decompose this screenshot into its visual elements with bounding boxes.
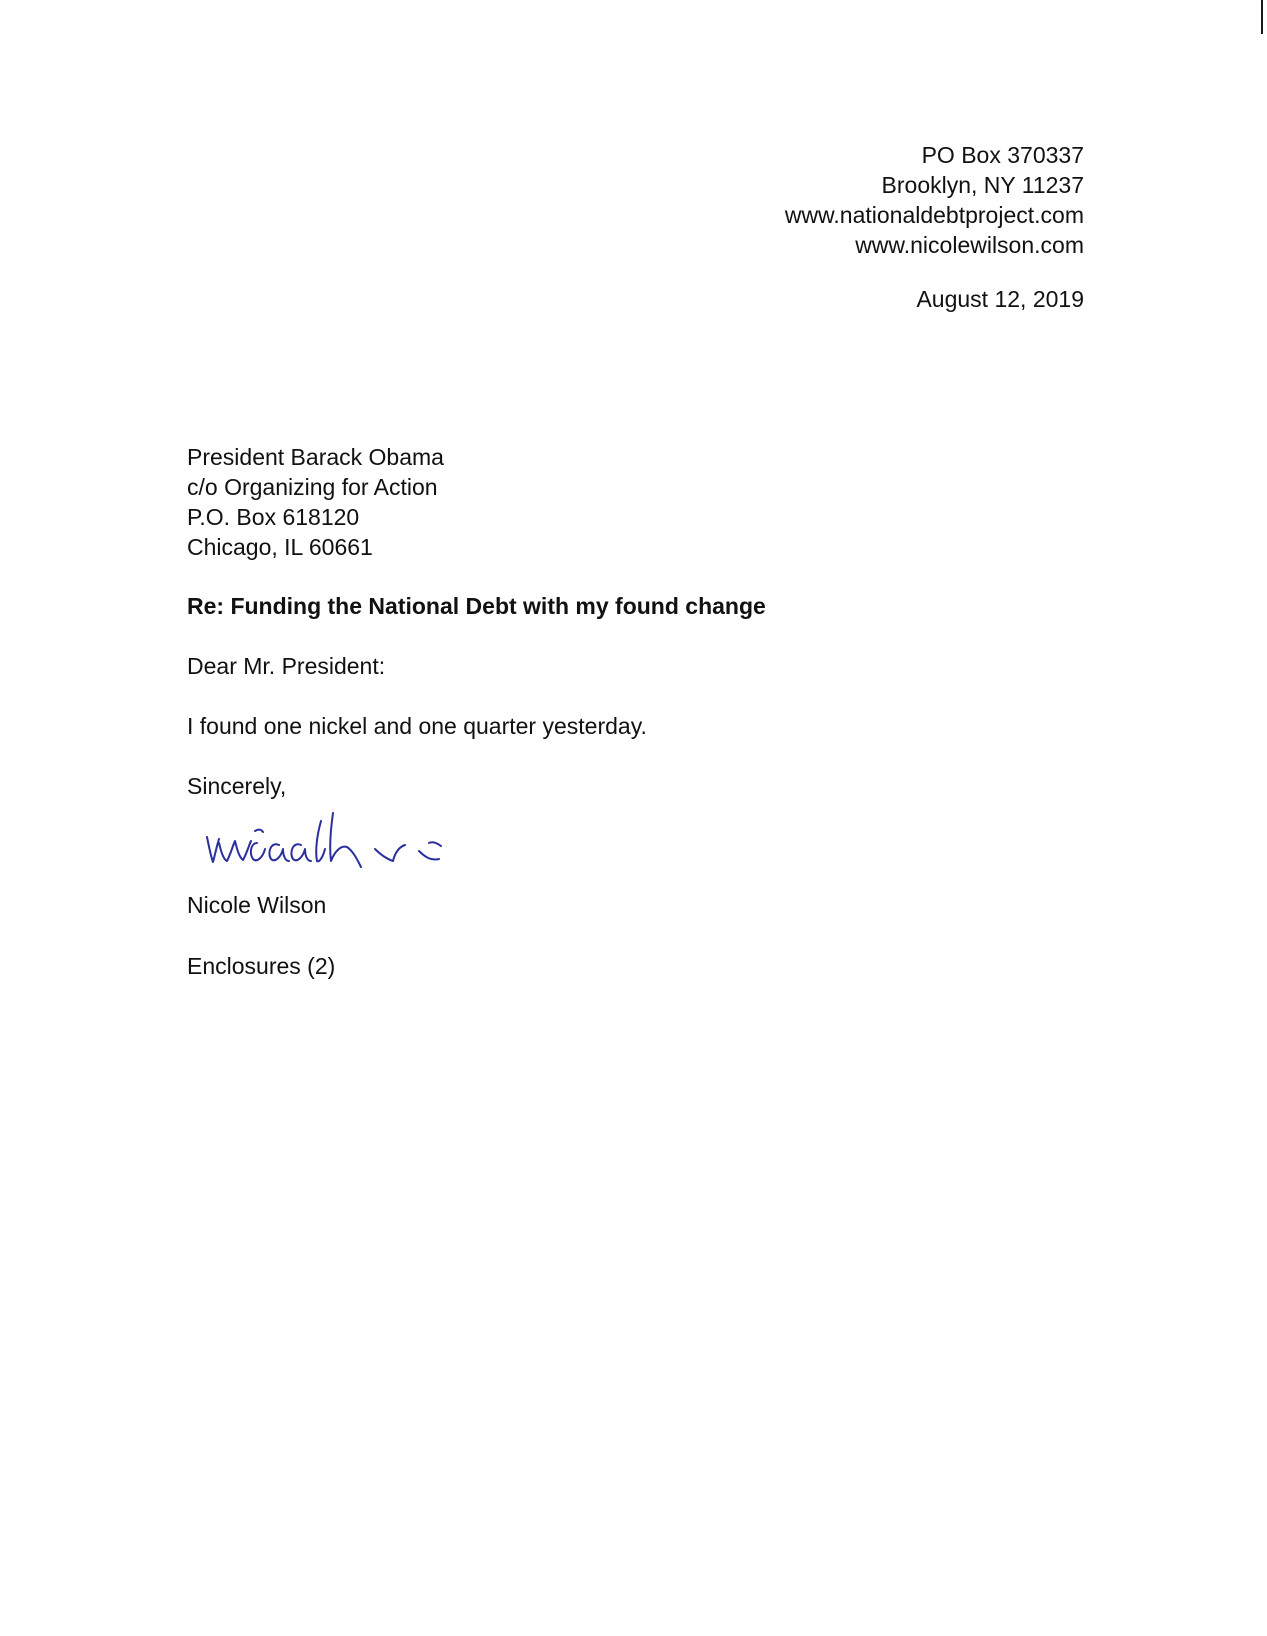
letter-body: I found one nickel and one quarter yesterday. xyxy=(187,713,647,739)
enclosures-note: Enclosures (2) xyxy=(187,953,336,979)
sender-line: Brooklyn, NY 11237 xyxy=(881,172,1084,198)
sender-line: PO Box 370337 xyxy=(921,142,1084,168)
subject-line: Re: Funding the National Debt with my found change xyxy=(187,593,766,619)
sender-address-block xyxy=(785,140,1084,260)
recipient-line: Chicago, IL 60661 xyxy=(187,534,373,560)
salutation: Dear Mr. President: xyxy=(187,653,386,679)
closing: Sincerely, xyxy=(187,773,287,799)
recipient-address-block xyxy=(187,442,444,562)
recipient-line: c/o Organizing for Action xyxy=(187,474,438,500)
signature-name: Nicole Wilson xyxy=(187,892,327,918)
letter-date: August 12, 2019 xyxy=(916,286,1084,312)
recipient-line: P.O. Box 618120 xyxy=(187,504,360,530)
sender-website-link: www.nicolewilson.com xyxy=(855,232,1084,258)
handwritten-signature xyxy=(205,805,475,885)
recipient-line: President Barack Obama xyxy=(187,444,444,470)
scan-edge-mark xyxy=(1261,0,1263,34)
sender-website-link: www.nationaldebtproject.com xyxy=(784,202,1084,228)
